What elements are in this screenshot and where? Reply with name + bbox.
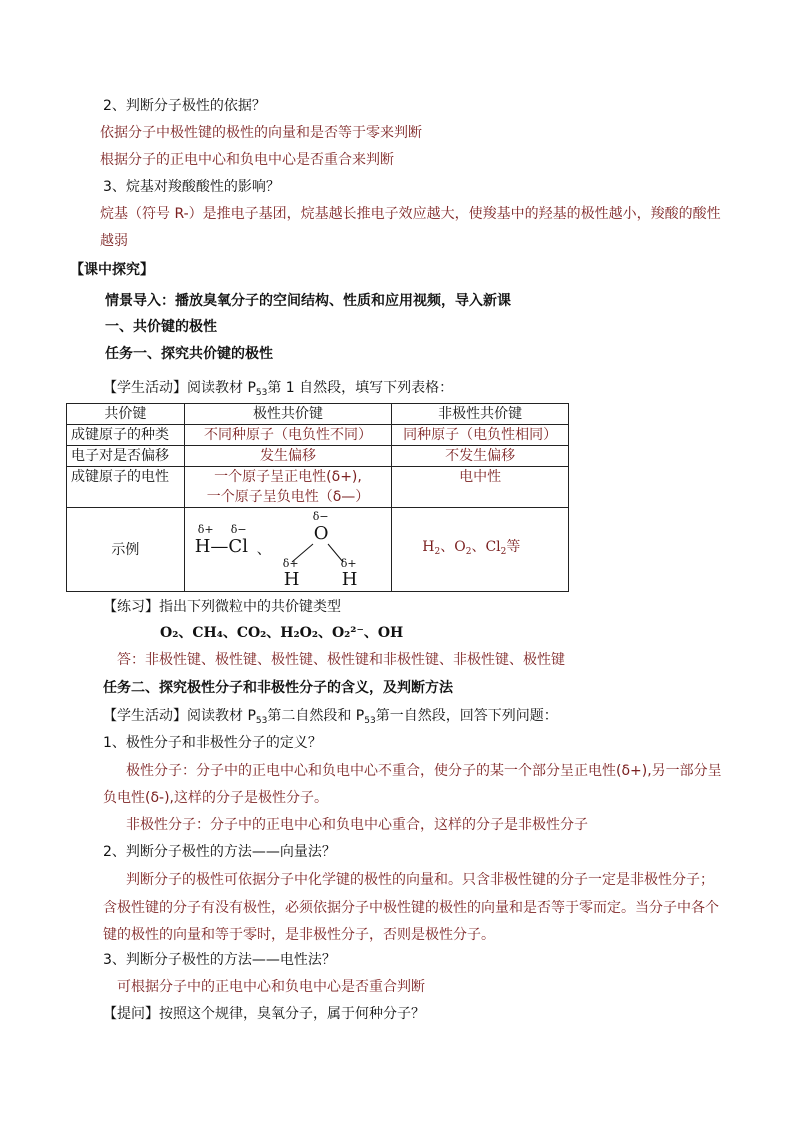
row-label-example: 示例 [67, 508, 185, 592]
table-row [67, 446, 569, 467]
example-o-sub: 2 [465, 547, 472, 557]
hcl-formula: H—Cl [194, 536, 248, 557]
cell-polar-charge [184, 467, 392, 508]
water-o-delta-minus: δ− [312, 510, 329, 523]
example-o: O [454, 539, 466, 555]
cell-nonpolar-electron-shift: 不发生偏移 [392, 446, 569, 467]
header-bond: 共价键 [67, 404, 185, 425]
nonpolar-definition: 非极性分子：分子中的正电中心和负电中心重合，这样的分子是非极性分子 [126, 817, 588, 833]
activity-2-sub-1: 53 [255, 716, 268, 726]
cell-polar-electron-shift: 发生偏移 [184, 446, 392, 467]
header-nonpolar: 非极性共价键 [392, 404, 569, 425]
example-etc: 等 [506, 539, 521, 555]
activity-1-suffix: 第 1 自然段，填写下列表格： [267, 380, 454, 396]
water-hydrogen-2: H [341, 569, 358, 590]
task-2-heading: 任务二、探究极性分子和非极性分子的含义，及判断方法 [103, 680, 453, 696]
water-hydrogen-1: H [283, 569, 300, 590]
task-1-heading: 任务一、探究共价键的极性 [105, 346, 273, 362]
activity-2-sub-2: 53 [364, 716, 376, 726]
cell-polar-atom-type: 不同种原子（电负性不同） [184, 425, 392, 446]
charge-method-question: 3、判断分子极性的方法——电性法？ [103, 952, 336, 968]
activity-1-page-sub: 53 [255, 388, 268, 398]
example-sep-1: 、 [440, 539, 455, 555]
exercise-species: O₂、CH₄、CO₂、H₂O₂、O₂²⁻、OH [160, 625, 404, 641]
nonpolar-example-formulas [422, 539, 506, 555]
table-row [67, 467, 569, 508]
hcl-delta-plus: δ+ [197, 523, 214, 536]
part-1-heading: 一、共价键的极性 [105, 319, 217, 335]
example-cl: Cl [485, 539, 501, 555]
student-activity-1 [103, 378, 453, 403]
polar-definition-line-1: 极性分子：分子中的正电中心和负电中心不重合，使分子的某一个部分呈正电性(δ+),另一部分呈 [126, 763, 722, 779]
section-title: 【课中探究】 [70, 262, 154, 278]
exercise-answer: 答：非极性键、极性键、极性键、极性键和非极性键、非极性键、极性键 [117, 652, 565, 668]
answer-3-line-2: 越弱 [100, 233, 128, 249]
row-label-electron-shift: 电子对是否偏移 [67, 446, 185, 467]
water-h2-delta-plus: δ+ [340, 557, 357, 570]
ozone-question: 【提问】按照这个规律，臭氧分子，属于何种分子？ [103, 1006, 425, 1022]
activity-1-prefix: 【学生活动】阅读教材 P [103, 380, 256, 396]
covalent-bond-table [66, 403, 569, 592]
vector-method-line-3: 键的极性的向量和等于零时，是非极性分子，否则是极性分子。 [103, 927, 495, 943]
table-row [67, 508, 569, 592]
answer-2-line-2: 根据分子的正电中心和负电中心是否重合来判断 [100, 152, 394, 168]
cell-nonpolar-example [392, 508, 569, 592]
charge-method-answer: 可根据分子中的正电中心和负电中心是否重合判断 [117, 979, 425, 995]
vector-method-line-2: 含极性键的分子有没有极性，必须依据分子中极性键的极性的向量和是否等于零而定。当分子中各个 [103, 900, 719, 916]
answer-3-line-1: 烷基（符号 R-）是推电子基团，烷基越长推电子效应越大，使羧基中的羟基的极性越小，羧酸的酸性 [100, 206, 721, 222]
polar-definition-line-2: 负电性(δ-),这样的分子是极性分子。 [103, 790, 328, 806]
table-row [67, 425, 569, 446]
row-label-atom-type: 成键原子的种类 [67, 425, 185, 446]
example-cl-sub: 2 [500, 547, 507, 557]
hcl-delta-minus: δ− [230, 523, 247, 536]
header-polar: 极性共价键 [184, 404, 392, 425]
exercise-label: 【练习】指出下列微粒中的共价键类型 [103, 599, 341, 615]
vector-method-line-1: 判断分子的极性可依据分子中化学键的极性的向量和。只含非极性键的分子一定是非极性分子； [126, 872, 714, 888]
cell-polar-example [184, 508, 392, 592]
example-sep-2: 、 [471, 539, 486, 555]
example-h-sub: 2 [434, 547, 441, 557]
cell-nonpolar-charge: 电中性 [392, 467, 569, 508]
answer-2-line-1: 依据分子中极性键的极性的向量和是否等于零来判断 [100, 125, 422, 141]
activity-2-prefix: 【学生活动】阅读教材 P [103, 708, 256, 724]
water-h1-delta-plus: δ+ [282, 557, 299, 570]
row-label-charge: 成键原子的电性 [67, 467, 185, 508]
table-header-row [67, 404, 569, 425]
definition-question: 1、极性分子和非极性分子的定义？ [103, 735, 322, 751]
vector-method-question: 2、判断分子极性的方法——向量法？ [103, 844, 336, 860]
cell-nonpolar-atom-type: 同种原子（电负性相同） [392, 425, 569, 446]
intro-text [105, 291, 511, 311]
question-2: 2、判断分子极性的依据？ [103, 98, 266, 114]
activity-2-suffix: 第一自然段，回答下列问题： [375, 708, 558, 724]
water-oxygen: O [313, 523, 329, 544]
cell-polar-charge-line-1: 一个原子呈正电性(δ+), [214, 469, 362, 485]
cell-polar-charge-line-2: 一个原子呈负电性（δ—） [206, 489, 370, 505]
question-3: 3、烷基对羧酸酸性的影响？ [103, 179, 280, 195]
polar-molecule-diagrams [194, 510, 395, 592]
activity-2-mid: 第二自然段和 P [267, 708, 365, 724]
intro: 情景导入：播放臭氧分子的空间结构、性质和应用视频，导入新课 [105, 293, 511, 309]
student-activity-2 [103, 706, 558, 731]
example-h: H [422, 539, 435, 555]
hcl-separator: 、 [256, 542, 271, 558]
